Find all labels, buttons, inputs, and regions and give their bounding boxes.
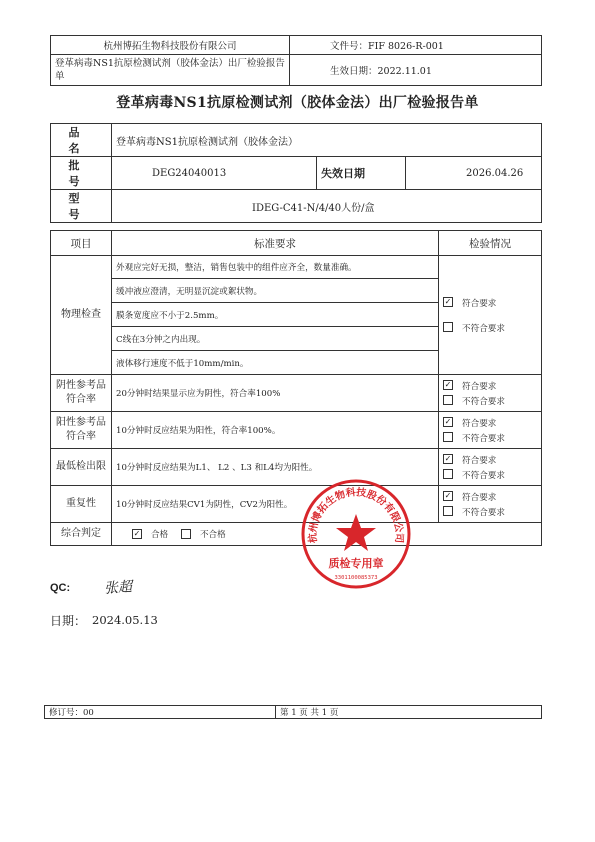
star-icon [336,514,376,551]
company-name: 杭州博拓生物科技股份有限公司 [51,36,290,55]
physical-req-3: 膜条宽度应不小于2.5mm。 [112,303,439,327]
repeatability-conform-option: ✓ 符合要求 [444,490,497,503]
checked-checkbox-icon: ✓ [444,379,452,389]
page-number: 第 1 页 共 1 页 [276,706,542,719]
revision-number: 修订号：00 [45,706,276,719]
empty-checkbox-icon [443,395,453,405]
physical-req-1: 外观应完好无损，整洁，销售包装中的组件应齐全，数量准确。 [112,256,439,279]
expiry-value: 2026.04.26 [406,157,542,190]
checked-checkbox-icon: ✓ [133,528,141,538]
repeatability-label: 重复性 [51,486,112,523]
positive-nonconform-option: 不符合要求 [443,430,537,445]
product-value: 登革病毒NS1抗原检测试剂（胶体金法） [112,124,542,157]
physical-nonconform-option: 不符合要求 [443,320,537,335]
overall-pass-label: 合格 [151,530,169,540]
negative-result [439,375,542,412]
negative-nonconform-option: 不符合要求 [443,393,537,408]
qc-signature: 张超 [103,579,133,597]
negative-requirement: 20分钟时结果显示应为阴性，符合率100% [112,375,439,412]
document-footer [44,705,542,719]
header-doc-title: 登革病毒NS1抗原检测试剂（胶体金法）出厂检验报告单 [51,55,290,86]
batch-value: DEG24040013 [112,157,317,190]
positive-reference-label: 阳性参考品 符合率 [51,412,112,449]
inspection-table [50,230,542,546]
physical-result [439,256,542,375]
empty-checkbox-icon [181,529,191,539]
positive-result [439,412,542,449]
lod-requirement: 10分钟时反应结果为L1、 L2 、L3 和L4均为阳性。 [112,449,439,486]
empty-checkbox-icon [443,322,453,332]
overall-fail-label: 不合格 [199,530,226,540]
checked-checkbox-icon: ✓ [444,296,452,306]
lod-nonconform-option: 不符合要求 [443,467,537,482]
repeatability-result [439,486,542,523]
checked-checkbox-icon: ✓ [444,453,452,463]
col-result-header: 检验情况 [439,231,542,256]
physical-conform-option: ✓ 符合要求 [444,296,497,309]
stamp-purpose: 质检专用章 [328,557,384,570]
stamp-company-arc: 杭州博拓生物科技股份有限公司 [307,487,405,544]
document-header [50,35,542,86]
empty-checkbox-icon [443,506,453,516]
date-label: 日期： [50,614,87,628]
file-number: 文件号：FIF 8026-R-001 [290,36,542,55]
checked-checkbox-icon: ✓ [444,490,452,500]
empty-checkbox-icon [443,432,453,442]
negative-conform-option: ✓ 符合要求 [444,379,497,392]
positive-requirement: 10分钟时反应结果为阳性，符合率100%。 [112,412,439,449]
qc-label: QC: [50,582,71,594]
expiry-label: 失效日期 [317,157,406,190]
positive-conform-option: ✓ 符合要求 [444,416,497,429]
physical-check-label: 物理检查 [51,256,112,375]
empty-checkbox-icon [443,469,453,479]
overall-judgement-label: 综合判定 [51,523,112,546]
physical-req-4: C线在3分钟之内出现。 [112,327,439,351]
physical-req-5: 液体移行速度不低于10mm/min。 [112,351,439,375]
stamp-code: 3301100085373 [334,575,378,581]
checked-checkbox-icon: ✓ [444,416,452,426]
repeatability-nonconform-option: 不符合要求 [443,504,537,519]
repeatability-requirement: 10分钟时反应结果CV1为阴性，CV2为阳性。 [112,486,439,523]
product-label: 品 名 [51,124,112,157]
col-item-header: 项目 [51,231,112,256]
model-value: IDEG-C41-N/4/40人份/盒 [112,190,542,223]
lod-label: 最低检出限 [51,449,112,486]
batch-label: 批 号 [51,157,112,190]
physical-req-2: 缓冲液应澄清，无明显沉淀或絮状物。 [112,279,439,303]
product-info-table [50,123,542,223]
col-standard-header: 标准要求 [112,231,439,256]
effective-date: 生效日期：2022.11.01 [290,55,542,86]
lod-result [439,449,542,486]
page-title: 登革病毒NS1抗原检测试剂（胶体金法）出厂检验报告单 [116,95,479,111]
lod-conform-option: ✓ 符合要求 [444,453,497,466]
quality-inspection-stamp [300,478,412,590]
date-value: 2024.05.13 [92,613,158,627]
model-label: 型 号 [51,190,112,223]
negative-reference-label: 阴性参考品 符合率 [51,375,112,412]
